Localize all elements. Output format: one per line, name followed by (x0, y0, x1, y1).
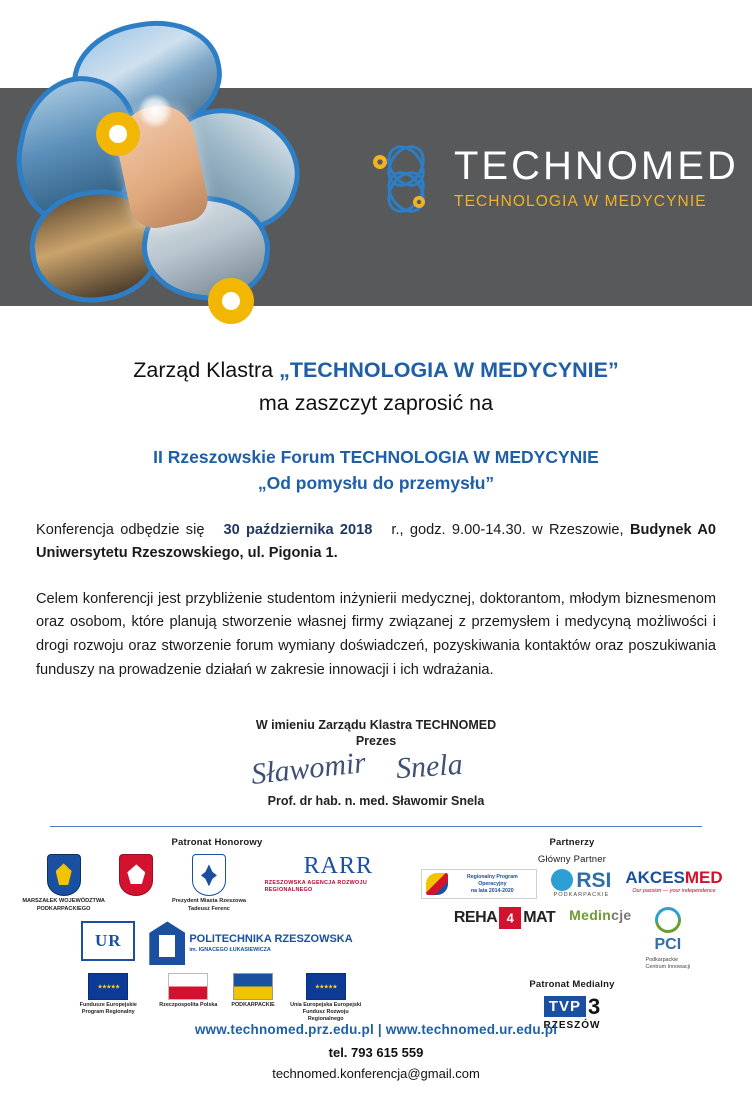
tvp-badge: TVP (544, 996, 586, 1017)
eagle-emblem-icon (119, 854, 153, 896)
ur-wordmark: UR (81, 921, 135, 961)
city-crest-icon (192, 854, 226, 896)
rsi-subtitle: PODKARPACKIE (553, 892, 610, 899)
rehamat-word-2: MAT (523, 909, 556, 927)
signature-name: Prof. dr hab. n. med. Sławomir Snela (267, 794, 485, 809)
logo-caption: PODKARPACKIE (231, 1002, 275, 1009)
honorary-patronage-heading: Patronat Honorowy (171, 837, 263, 849)
poster-footer (0, 1019, 752, 1081)
tvp-city: RZESZÓW (543, 1019, 601, 1031)
rpo-line-1: Regionalny Program Operacyjny (466, 874, 518, 887)
partners-heading: Partnerzy (549, 837, 595, 849)
yellow-dot-icon-2 (208, 278, 254, 324)
pci-swirl-icon (650, 902, 686, 938)
medincje-word-1: Medin (569, 907, 612, 924)
akces-word-1: AKCES (625, 868, 685, 888)
conference-details (36, 519, 716, 566)
sponsors-left-column (22, 837, 412, 1039)
rsi-circle-icon (551, 869, 573, 891)
podkarpackie-flag-icon (233, 973, 273, 1000)
tvp-channel-number: 3 (587, 993, 601, 1019)
details-prefix: Konferencja odbędzie się (36, 521, 205, 538)
medincje-word-2: cje (611, 907, 632, 924)
logo-fundusze-europejskie (71, 973, 145, 1016)
universities-logos-row (22, 921, 412, 965)
glow-icon (138, 94, 172, 128)
rehamat-word-1: REHA (453, 909, 498, 927)
details-venue: Budynek A0 Uniwersytetu Rzeszowskiego, ul. Pigonia 1. (36, 521, 717, 562)
eu-funding-row (22, 973, 412, 1023)
prz-subname: im. IGNACEGO ŁUKASIEWICZA (189, 947, 271, 954)
handwritten-signature-2: Snela (394, 748, 464, 786)
logo-caption: Unia Europejska Europejski Fundusz Rozwoju Regionalnego (290, 1002, 362, 1023)
invitation-line-2: ma zaszczyt zaprosić na (258, 391, 494, 415)
logo-podkarpackie-centrum-innowacji (645, 907, 690, 971)
details-date: 30 października 2018 (223, 521, 373, 538)
body-paragraph: Celem konferencji jest przybliżenie studentom inżynierii medycznej, doktorantom, młodym biznesmenom oraz osobom, które planują stworzenie własnej firmy związanej z przemysłem i medycyną możliwości i drogi rozwoju oraz stworzenie forum wymiany doświadczeń, pozyskiwania kontaktów oraz poszukiwania funduszy na prowadzenie działań w zakresie innowacji i ich wdrażania. (36, 590, 716, 678)
coat-of-arms-icon (47, 854, 81, 896)
logo-title: TECHNOMED (454, 144, 739, 188)
signature-line-2: Prezes (355, 734, 397, 749)
logo-politechnika-rzeszowska (149, 921, 352, 965)
rpo-swoosh-icon (426, 873, 448, 895)
logo-prezydent-miasta-rzeszowa (167, 854, 250, 913)
logo-godlo-polski (119, 854, 153, 898)
logo-rsi-podkarpackie (551, 869, 611, 898)
details-time-place: r., godz. 9.00-14.30. w Rzeszowie, (391, 521, 624, 538)
poster-content (0, 358, 752, 827)
signature-block (36, 718, 716, 808)
footer-email[interactable]: technomed.konferencja@gmail.com (272, 1066, 480, 1081)
logo-caption: MARSZAŁEK WOJEWÓDZTWA PODKARPACKIEGO (22, 898, 105, 912)
logo-caption: Prezydent Miasta Rzeszowa Tadeusz Ferenc (171, 898, 246, 912)
yellow-dot-icon-1 (96, 112, 140, 156)
handwritten-signature-1: Sławomir (249, 746, 368, 792)
pci-subtitle-1: Podkarpackie (645, 957, 679, 964)
forum-title (36, 444, 716, 497)
poster-header (0, 0, 752, 318)
logo-marszalek-wojewodztwa-podkarpackiego (22, 854, 105, 913)
invitation-line-1-pre: Zarząd Klastra (133, 358, 280, 382)
logo-medincje (569, 907, 631, 923)
partners-row-1 (422, 869, 722, 899)
footer-links[interactable]: www.technomed.prz.edu.pl | www.technomed.ur.edu.pl (194, 1022, 558, 1037)
logo-regionalny-program-operacyjny (421, 869, 537, 899)
partners-row-2 (422, 907, 722, 971)
medincje-wordmark (569, 907, 631, 923)
sponsors-right-column (422, 837, 722, 1039)
rarr-wordmark: RARR (303, 853, 373, 880)
logo-unia-europejska (289, 973, 363, 1023)
logo-rarr (265, 854, 412, 894)
main-partner-heading: Główny Partner (537, 854, 607, 866)
prz-mark-icon (149, 921, 185, 965)
logo-rehamat (454, 907, 555, 929)
invitation-line-1 (36, 358, 716, 383)
sponsors-section (0, 827, 752, 1039)
rpo-line-2: na lata 2014-2020 (471, 887, 514, 894)
prz-name: POLITECHNIKA RZESZOWSKA (189, 932, 353, 945)
akces-wordmark (625, 869, 722, 886)
logo-rzeczpospolita-polska (159, 973, 217, 1009)
logo-podkarpackie (231, 973, 274, 1009)
akces-word-2: MED (684, 868, 723, 888)
technomed-logo-mark (370, 140, 442, 218)
technomed-logo (370, 140, 739, 250)
logo-caption: Fundusze Europejskie Program Regionalny (79, 1002, 137, 1016)
honorary-logos-row (22, 854, 412, 913)
akces-tagline: Our passion — your independence (632, 888, 716, 895)
eu-flag-icon (306, 973, 346, 1000)
logo-uniwersytet-rzeszowski (81, 921, 135, 961)
logo-akces-med (625, 869, 722, 894)
invitation-cluster-name: „TECHNOLOGIA W MEDYCYNIE” (279, 358, 619, 382)
rehamat-box-icon (499, 907, 521, 929)
poland-flag-icon (168, 973, 208, 1000)
eu-flag-icon (88, 973, 128, 1000)
forum-title-line-1: II Rzeszowskie Forum TECHNOLOGIA W MEDYCYNIE (153, 447, 599, 467)
pci-subtitle-2: Centrum Innowacji (645, 964, 691, 971)
logo-caption: Rzeczpospolita Polska (159, 1002, 218, 1009)
handwritten-signatures (36, 746, 716, 794)
header-photo-cluster (10, 20, 300, 310)
footer-phone: tel. 793 615 559 (328, 1045, 424, 1060)
rsi-wordmark: RSI (576, 868, 612, 892)
forum-title-line-2: „Od pomysłu do przemysłu” (257, 473, 495, 494)
pci-wordmark: PCI (654, 936, 682, 954)
rarr-caption: RZESZOWSKA AGENCJA ROZWOJU REGIONALNEGO (264, 880, 368, 894)
signature-line-1: W imieniu Zarządu Klastra TECHNOMED (255, 718, 497, 733)
media-patronage-heading: Patronat Medialny (529, 978, 615, 990)
logo-subtitle: TECHNOLOGIA W MEDYCYNIE (454, 193, 707, 210)
